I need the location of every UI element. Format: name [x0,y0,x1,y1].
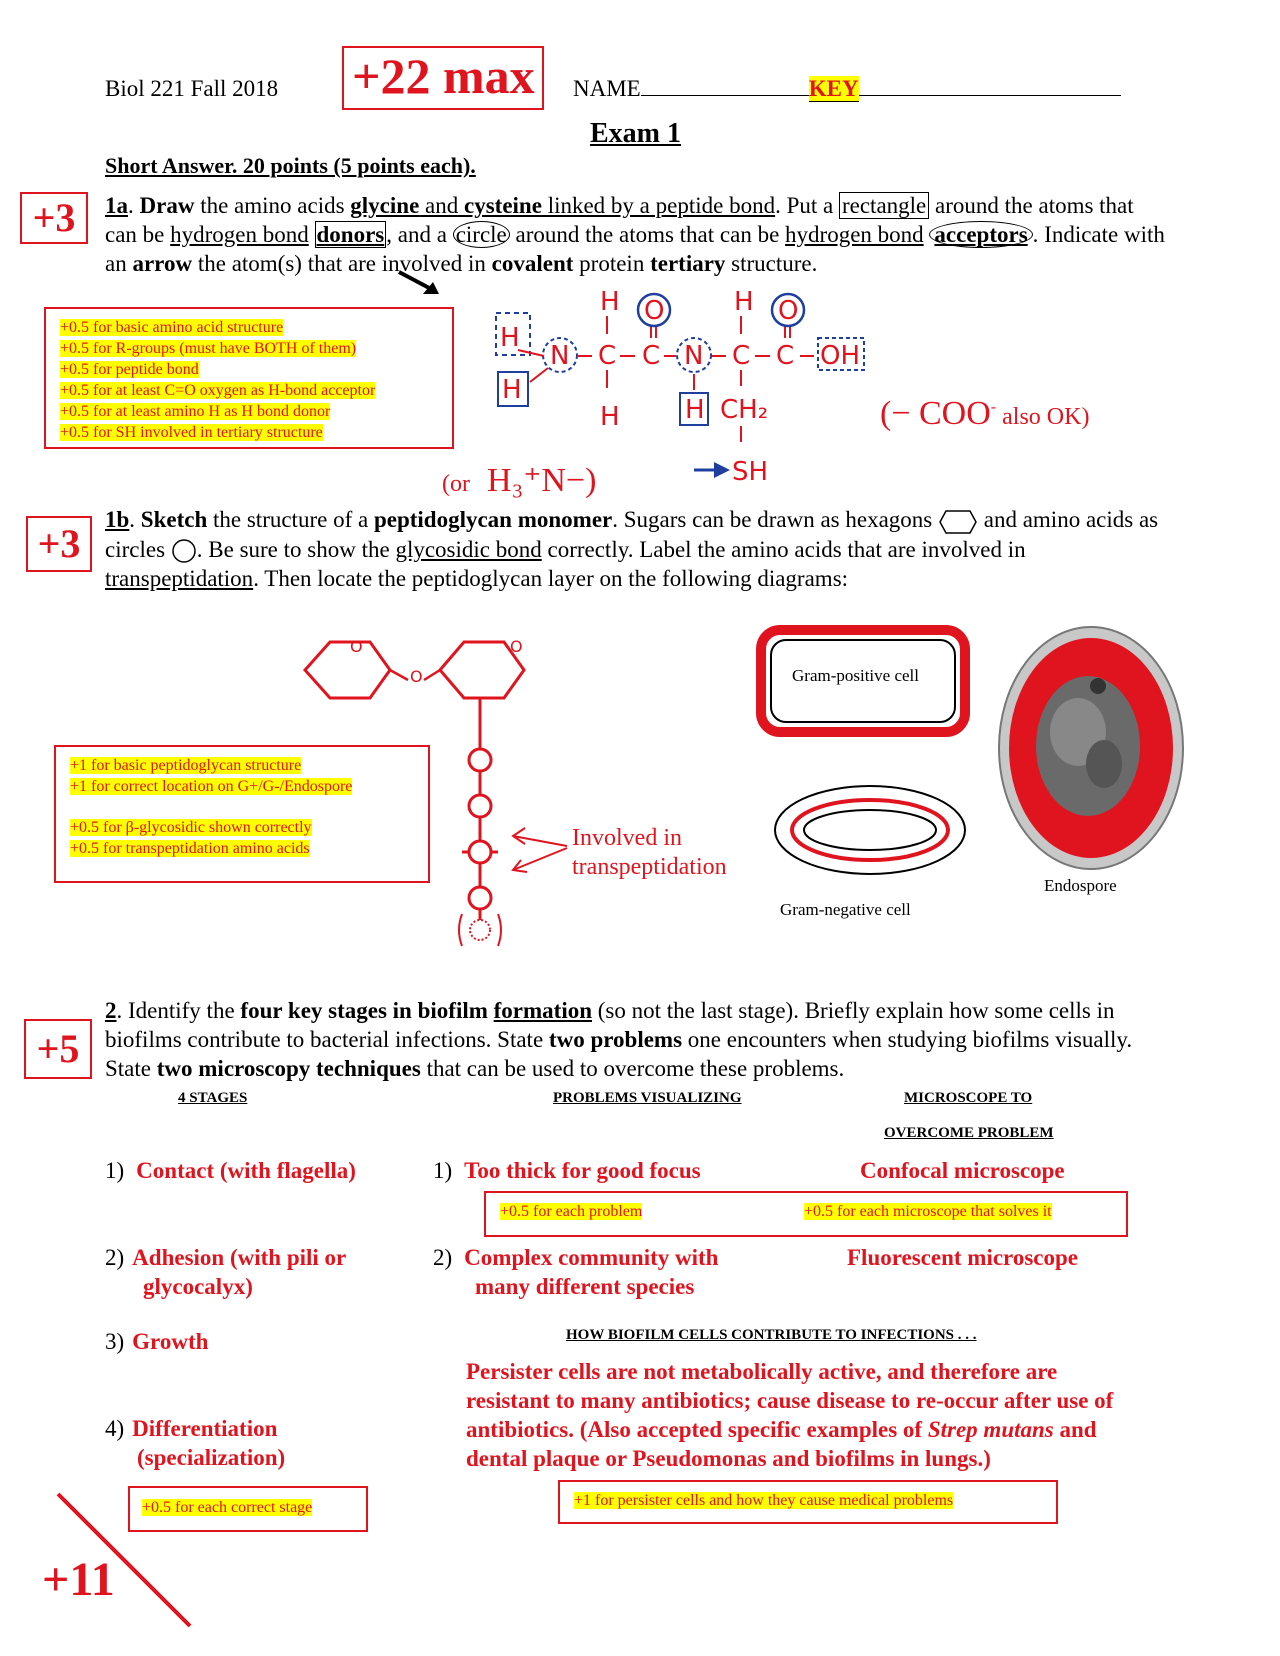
stage-item: 4) Differentiation (specialization) [105,1416,286,1470]
stage-item: 3) Growth [105,1329,209,1354]
alt-amine-note: (or H₃⁺N−) [442,462,597,499]
q1a-text: 1a. Draw the amino acids glycine and cysteine linked by a peptide bond. Put a rectangle around the atoms that can be hydrogen bond donors, and a circle around the atoms that can be hydrogen bond acceptors . Indicate with an arrow the atom(s) that are involved in covalent protein tertiary structure. [105,193,1165,276]
q2-score: +5 [24,1019,92,1079]
course-label: Biol 221 Fall 2018 [105,76,279,101]
atom-c: C [732,341,751,371]
page-total: +11 [42,1553,115,1606]
problem-item: 2) Complex community with many different species [433,1245,719,1299]
atom-h: H [734,290,754,317]
atom-h: H [500,323,520,353]
atom-o: O [644,296,665,326]
endospore-label: Endospore [1044,876,1117,895]
hexagon-icon [938,509,978,535]
gram-negative-label: Gram-negative cell [780,900,911,919]
glycosidic-oxygen: O [410,667,423,686]
atom-h: H [685,395,705,425]
black-arrow-icon [395,268,445,300]
q1a-rubric-item: +0.5 for basic amino acid structure [60,319,284,336]
coo-note: (− COO- also OK) [880,395,1090,432]
col-problems-header: PROBLEMS VISUALIZING [553,1090,742,1106]
gram-positive-label: Gram-positive cell [792,666,919,685]
atom-c: C [598,341,617,371]
atom-n: N [684,341,704,371]
problem-item: 1) Too thick for good focus [433,1158,701,1183]
transpeptidation-arrows-icon [505,826,575,878]
col-stages-header: 4 STAGES [178,1090,248,1106]
q1b-rubric-item: +1 for basic peptidoglycan structure [70,757,302,774]
gram-negative-cell [770,780,970,880]
stage-item: 1) Contact (with flagella) [105,1158,356,1183]
endospore-image [996,624,1186,872]
q1a-rubric-item: +0.5 for peptide bond [60,361,199,378]
how-heading: HOW BIOFILM CELLS CONTRIBUTE TO INFECTIONS . . . [566,1327,977,1343]
q1b-rubric-item: +0.5 for transpeptidation amino acids [70,840,310,857]
stage-item: 2) Adhesion (with pili or glycocalyx) [105,1245,347,1299]
q1b-rubric-box [54,745,430,883]
q1a-rubric-item: +0.5 for R-groups (must have BOTH of them) [60,340,357,357]
q1b-rubric-item: +1 for correct location on G+/G-/Endospore [70,778,353,795]
q1a-rubric-box [44,307,454,449]
q1a-rubric-item: +0.5 for at least C=O oxygen as H-bond acceptor [60,382,376,399]
q1a-rubric-item: +0.5 for SH involved in tertiary structure [60,424,323,441]
atom-o: O [778,296,799,326]
q2-text: 2. Identify the four key stages in biofilm formation (so not the last stage). Briefly explain how some cells in biofilms contribute to bacterial infections. State two problems one encounters when studying biofilms visually. State two microscopy techniques that can be used to overcome these problems. [105,998,1133,1081]
microscope-item: Fluorescent microscope [847,1245,1079,1270]
q1b-score: +3 [26,516,92,572]
atom-sh: SH [732,457,769,487]
max-score: +22 max [352,48,535,104]
col-microscope-header: MICROSCOPE TO [904,1090,1033,1106]
name-field [573,76,1121,102]
atom-c: C [642,341,661,371]
microscope-item: Confocal microscope [860,1158,1065,1183]
infection-answer: Persister cells are not metabolically active, and therefore are resistant to many antibiotics; cause disease to re-occur after use of antibiotics. (Also accepted specific examples of Strep mutans and dental plaque or Pseudomonas and biofilms in lungs.) [466,1359,1114,1471]
sugar-oxygen: O [350,637,363,656]
atom-ch2: CH₂ [720,395,769,425]
exam-title: Exam 1 [590,118,681,149]
q1a-rubric-item: +0.5 for at least amino H as H bond donor [60,403,331,420]
atom-h: H [600,290,620,317]
q1b-rubric-item: +0.5 for β-glycosidic shown correctly [70,819,312,836]
section-heading: Short Answer. 20 points (5 points each). [105,153,476,178]
q1b-text: 1b. Sketch the structure of a peptidoglycan monomer. Sugars can be drawn as hexagons and amino acids as circles . Be sure to show the glycosidic bond correctly. Label the amino acids that are involved in transpeptidation. Then locate the peptidoglycan layer on the following diagrams: [105,507,1159,592]
name-label: NAME [573,76,641,101]
involved-label: Involved in transpeptidation [572,825,727,880]
atom-n: N [550,341,570,371]
atom-c: C [776,341,795,371]
atom-h: H [600,402,620,432]
rubric-persister: +1 for persister cells and how they cause medical problems [574,1492,954,1509]
rubric-problem: +0.5 for each problem [500,1203,643,1220]
q1a-score: +3 [20,192,88,244]
circle-icon [171,538,197,564]
atom-oh: OH [820,341,861,371]
atom-h: H [502,375,522,405]
name-value: KEY [808,76,859,101]
sugar-oxygen: O [510,637,523,656]
rubric-microscope: +0.5 for each microscope that solves it [804,1203,1052,1220]
rubric-stage: +0.5 for each correct stage [142,1499,313,1516]
col-microscope-header-2: OVERCOME PROBLEM [884,1125,1054,1141]
